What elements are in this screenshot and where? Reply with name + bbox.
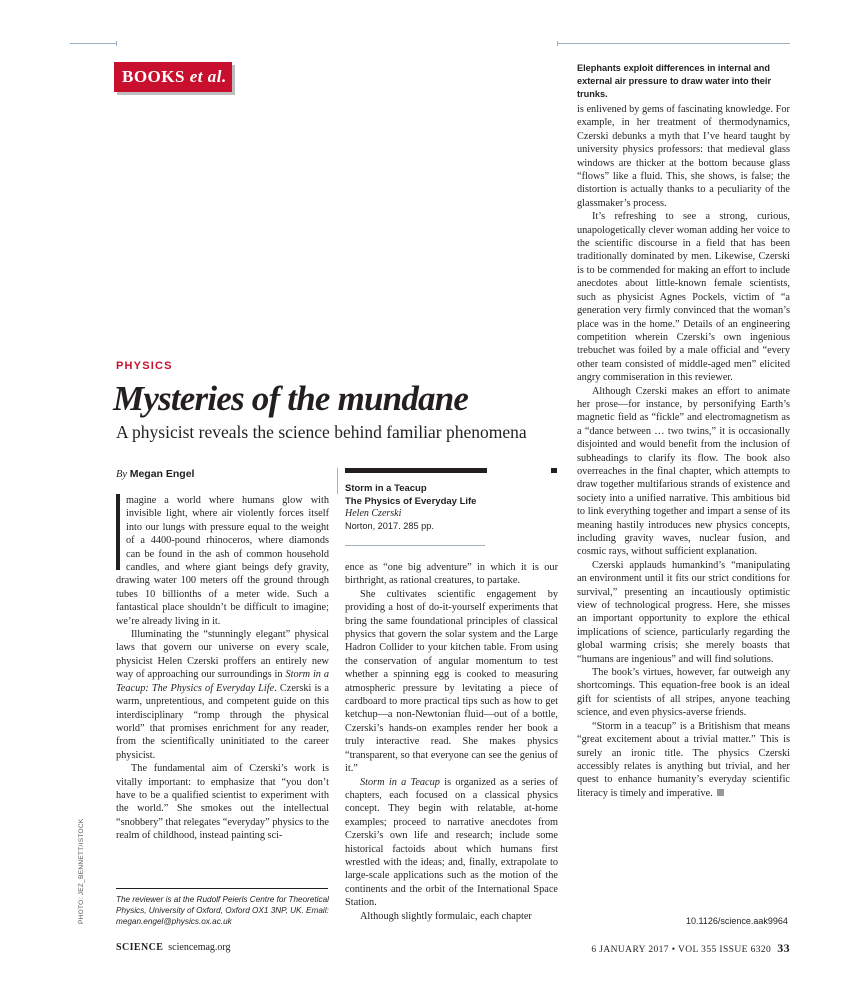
book-title: Storm in a Teacup: [345, 483, 427, 494]
book-info-box: [345, 468, 557, 546]
paragraph: Storm in a Teacup is organized as a series of chapters, each focused on a classical physics concept. They begin with relatable, at-home examples; proceed to narrative anecdotes from Czerski’s own life and research; include some historical factoids about which humans first wrestled with the ideas; and, finally, extrapolate to large-scale applications such as the motion of the continents and the orbit of the International Space Station.: [345, 776, 558, 909]
byline: By Megan Engel: [116, 468, 195, 480]
book-box-rule: [345, 545, 485, 546]
books-et-al-badge: BOOKS et al.: [114, 62, 232, 92]
journal-name: SCIENCE: [116, 942, 164, 953]
book-publisher: Norton, 2017. 285 pp.: [345, 521, 434, 531]
paragraph: The fundamental aim of Czerski’s work is vitally important: to emphasize that “you don’t have to be a qualified scientist to experiment with the world.” She smokes out the intellectual “snobbery” that relegates “everyday” physics to the realm of childhood, instead painting sci-: [116, 763, 329, 842]
article-subtitle: A physicist reveals the science behind familiar phenomena: [116, 422, 527, 442]
top-rule-left: [70, 43, 116, 44]
reviewer-footnote: The reviewer is at the Rudolf Peierls Centre for Theoretical Physics, University of Oxford, Oxford OX1 3NP, UK. Email: megan.engel@physics.ox.ac.uk: [116, 895, 329, 926]
column-2: [345, 561, 558, 923]
book-author: Helen Czerski: [345, 508, 402, 519]
paragraph: She cultivates scientific engagement by providing a host of do-it-yourself experiments that bring the same foundational principles of classical physics that govern the solar system and the Large Hadron Collider to your kitchen table. From using the conservation of angular momentum to test whether a spinning egg is cooked to measuring atmospheric pressure by levitating a piece of cardboard to more practical tips such as how to get ketchup—a non-Newtonian fluid—out of a bottle, Czerski’s hands-on examples render her book a truly interactive read. She makes physics “transparent, so that everyone can see the genius of it.”: [345, 588, 558, 775]
issue-info: 6 JANUARY 2017 • VOL 355 ISSUE 6320: [591, 945, 772, 955]
column-3: [577, 103, 790, 800]
footnote-rule: [116, 888, 328, 889]
photo-credit: PHOTO: JEZ_BENNETT/ISTOCK: [78, 818, 85, 924]
paragraph: ence as “one big adventure” in which it is our birthright, as rational creatures, to partake.: [345, 562, 558, 587]
paragraph: Although Czerski makes an effort to animate her prose—for instance, by personifying Earth’s magnetic field as “fickle” and electromagnetism as a “dance between … two twins,” it is occasionally disjointed and would benefit from the inclusion of subheadings to clarify its flow. The book also overreaches in the final chapter, which attempts to draw together multifarious strands of existence and society into a unified narrative. This ambitious bid to link everything together and impart a sense of its meaning hastily introduces new physics concepts, including gravity waves, nuclear fusion, and cosmic rays, without sufficient explanation.: [577, 385, 790, 558]
journal-site: sciencemag.org: [168, 942, 231, 953]
paragraph: magine a world where humans glow with invisible light, where air violently forces itself into our lungs with pressure equal to the weight of a 4400-pound rhinoceros, where diamonds can be found in the ash of common household candles, and where giant beings defy gravity, drawing water 100 meters off the ground through tubes 10 billionths of a meter wide. Such a fantastical place shouldn’t be difficult to imagine; we’re already living in it.: [116, 495, 329, 627]
paragraph: “Storm in a teacup” is a Britishism that means “great excitement about a trivial matter.” This is surely an ironic title. The physics Czerski accessibly relates is anything but trivial, and her quest to enhance humanity’s everyday scientific literacy is timely and imperative.: [577, 720, 790, 799]
author-name: Megan Engel: [129, 468, 195, 480]
paragraph: Although slightly formulaic, each chapter: [360, 910, 532, 922]
drop-cap: [116, 494, 120, 570]
photo-caption: Elephants exploit differences in internal and external air pressure to draw water into their trunks.: [577, 63, 772, 99]
footer-left: [116, 942, 231, 953]
section-label: PHYSICS: [116, 360, 173, 372]
paragraph: Czerski applauds humankind’s “manipulating an environment until it fits our strict conditions for survival,” presenting an incautiously optimistic view of technological progress. Here, she misses an important opportunity to explore the ethical implications of science, particularly regarding the global warming crisis; she merely boasts that “humans are ingenious” and will find solutions.: [577, 559, 790, 665]
top-rule-right: [558, 43, 790, 44]
top-rule-right-tick: [557, 41, 558, 46]
paragraph: is enlivened by gems of fascinating knowledge. For example, in her treatment of thermodynamics, Czerski debunks a myth that I’ve heard taught by university physics professors: that medieval glass windows are thicker at the bottom because glass “flows” like a fluid. This, she shows, is false; the distortion is actually thanks to a peculiarity of the glassmaker’s process.: [577, 104, 790, 209]
footer-right: [591, 941, 790, 956]
book-box-square: [551, 468, 557, 473]
paragraph: It’s refreshing to see a strong, curious, unapologetically clever woman adding her voice to the scientific discourse in a field that has been traditionally dominated by men. Likewise, Czerski is to be commended for making an effort to include anecdotes about little-known female scientists, such as physicist Agnes Pockels, victim of “a generation very firmly convinced that the woman’s place was in the home.” Details of an engineering competition wherein Czerski’s own ingenious trebuchet was foiled by a male official and “every other team consisted of middle-aged men” elicited angry commiseration in this reviewer.: [577, 211, 790, 384]
paragraph: Illuminating the “stunningly elegant” physical laws that govern our universe on every scale, physicist Helen Czerski proffers an entirely new way of approaching our surroundings in Storm in a Teacup: The Physics of Everyday Life. Czerski is a warm, unpretentious, and competent guide on this interdisciplinary “romp through the physical world” that promises enrichment for any reader, from the scientifically uninitiated to the career physicist.: [116, 629, 329, 761]
paragraph: The book’s virtues, however, far outweigh any shortcomings. This equation-free book is an ideal gift for scientists of all stripes, anyone teaching science, and even physics-averse friends.: [577, 667, 790, 719]
book-box-bar: [345, 468, 487, 473]
doi: 10.1126/science.aak9964: [686, 916, 788, 926]
top-rule-left-tick: [116, 41, 117, 46]
page-number: 33: [777, 941, 790, 955]
book-subtitle: The Physics of Everyday Life: [345, 496, 477, 507]
article-title: Mysteries of the mundane: [113, 379, 469, 418]
column-divider: [337, 468, 338, 494]
end-mark-icon: [717, 789, 724, 796]
column-1: [116, 494, 329, 843]
